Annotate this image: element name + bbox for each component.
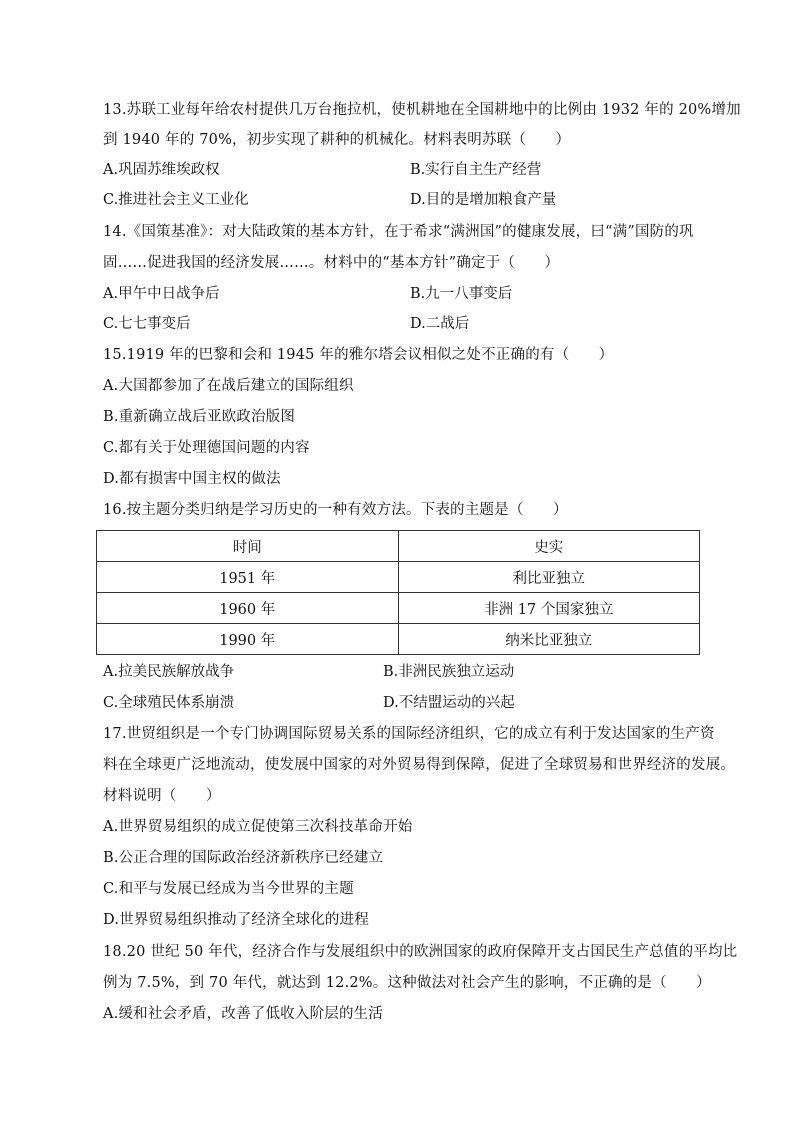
q16-stem: 16.按主题分类归纳是学习历史的一种有效方法。下表的主题是（ ） <box>103 502 568 518</box>
q13-stem-line2: 到 1940 年的 70%，初步实现了耕种的机械化。材料表明苏联（ ） <box>103 132 571 148</box>
q16-option-d[interactable]: D.不结盟运动的兴起 <box>383 695 515 711</box>
q17-stem-line3: 材料说明（ ） <box>103 788 221 804</box>
q17-stem-line2: 料在全球更广泛地流动，使发展中国家的对外贸易得到保障，促进了全球贸易和世界经济的发展。 <box>103 757 736 773</box>
q14-option-d[interactable]: D.二战后 <box>410 316 470 332</box>
q16-option-a[interactable]: A.拉美民族解放战争 <box>103 664 235 680</box>
q16-option-c[interactable]: C.全球殖民体系崩溃 <box>103 695 235 711</box>
q15-option-c[interactable]: C.都有关于处理德国问题的内容 <box>103 440 310 456</box>
q13-option-b[interactable]: B.实行自主生产经营 <box>410 162 542 178</box>
q18-option-a[interactable]: A.缓和社会矛盾，改善了低收入阶层的生活 <box>103 1006 384 1022</box>
table-row <box>97 562 700 593</box>
q17-option-d[interactable]: D.世界贸易组织推动了经济全球化的进程 <box>103 912 370 928</box>
q15-option-a[interactable]: A.大国都参加了在战后建立的国际组织 <box>103 378 354 394</box>
table-cell-time: 1951 年 <box>97 562 399 593</box>
table-header-time: 时间 <box>97 531 399 562</box>
table-cell-fact: 纳米比亚独立 <box>398 624 700 655</box>
q14-option-b[interactable]: B.九一八事变后 <box>410 286 513 302</box>
q14-option-c[interactable]: C.七七事变后 <box>103 316 191 332</box>
table-row <box>97 624 700 655</box>
q16-option-b[interactable]: B.非洲民族独立运动 <box>383 664 515 680</box>
q16-table <box>96 530 700 655</box>
table-header-fact: 史实 <box>398 531 700 562</box>
q18-stem-line1: 18.20 世纪 50 年代，经济合作与发展组织中的欧洲国家的政府保障开支占国民生产总值的平均比 <box>103 944 738 960</box>
q15-stem: 15.1919 年的巴黎和会和 1945 年的雅尔塔会议相似之处不正确的有（ ） <box>103 347 614 363</box>
q15-option-b[interactable]: B.重新确立战后亚欧政治版图 <box>103 409 296 425</box>
q14-option-a[interactable]: A.甲午中日战争后 <box>103 286 220 302</box>
table-row <box>97 593 700 624</box>
table-cell-time: 1990 年 <box>97 624 399 655</box>
q17-option-c[interactable]: C.和平与发展已经成为当今世界的主题 <box>103 881 354 897</box>
q13-option-c[interactable]: C.推进社会主义工业化 <box>103 192 249 208</box>
q18-stem-line2: 例为 7.5%，到 70 年代，就达到 12.2%。这种做法对社会产生的影响，不正确的是（ ） <box>103 975 711 991</box>
q14-stem-line2: 固……促进我国的经济发展……。材料中的“基本方针”确定于（ ） <box>103 255 560 271</box>
q13-option-a[interactable]: A.巩固苏维埃政权 <box>103 162 220 178</box>
table-cell-fact: 利比亚独立 <box>398 562 700 593</box>
q17-stem-line1: 17.世贸组织是一个专门协调国际贸易关系的国际经济组织，它的成立有利于发达国家的生产资 <box>103 726 715 742</box>
table-cell-fact: 非洲 17 个国家独立 <box>398 593 700 624</box>
q14-stem-line1: 14.《国策基准》：对大陆政策的基本方针，在于希求“满洲国”的健康发展，曰“满”国防的巩 <box>103 224 694 240</box>
q17-option-b[interactable]: B.公正合理的国际政治经济新秩序已经建立 <box>103 850 384 866</box>
q13-stem-line1: 13.苏联工业每年给农村提供几万台拖拉机，使机耕地在全国耕地中的比例由 1932 年的 20%增加 <box>103 102 741 118</box>
q15-option-d[interactable]: D.都有损害中国主权的做法 <box>103 471 281 487</box>
table-header-row <box>97 531 700 562</box>
q17-option-a[interactable]: A.世界贸易组织的成立促使第三次科技革命开始 <box>103 819 413 835</box>
q13-option-d[interactable]: D.目的是增加粮食产量 <box>410 192 557 208</box>
table-cell-time: 1960 年 <box>97 593 399 624</box>
